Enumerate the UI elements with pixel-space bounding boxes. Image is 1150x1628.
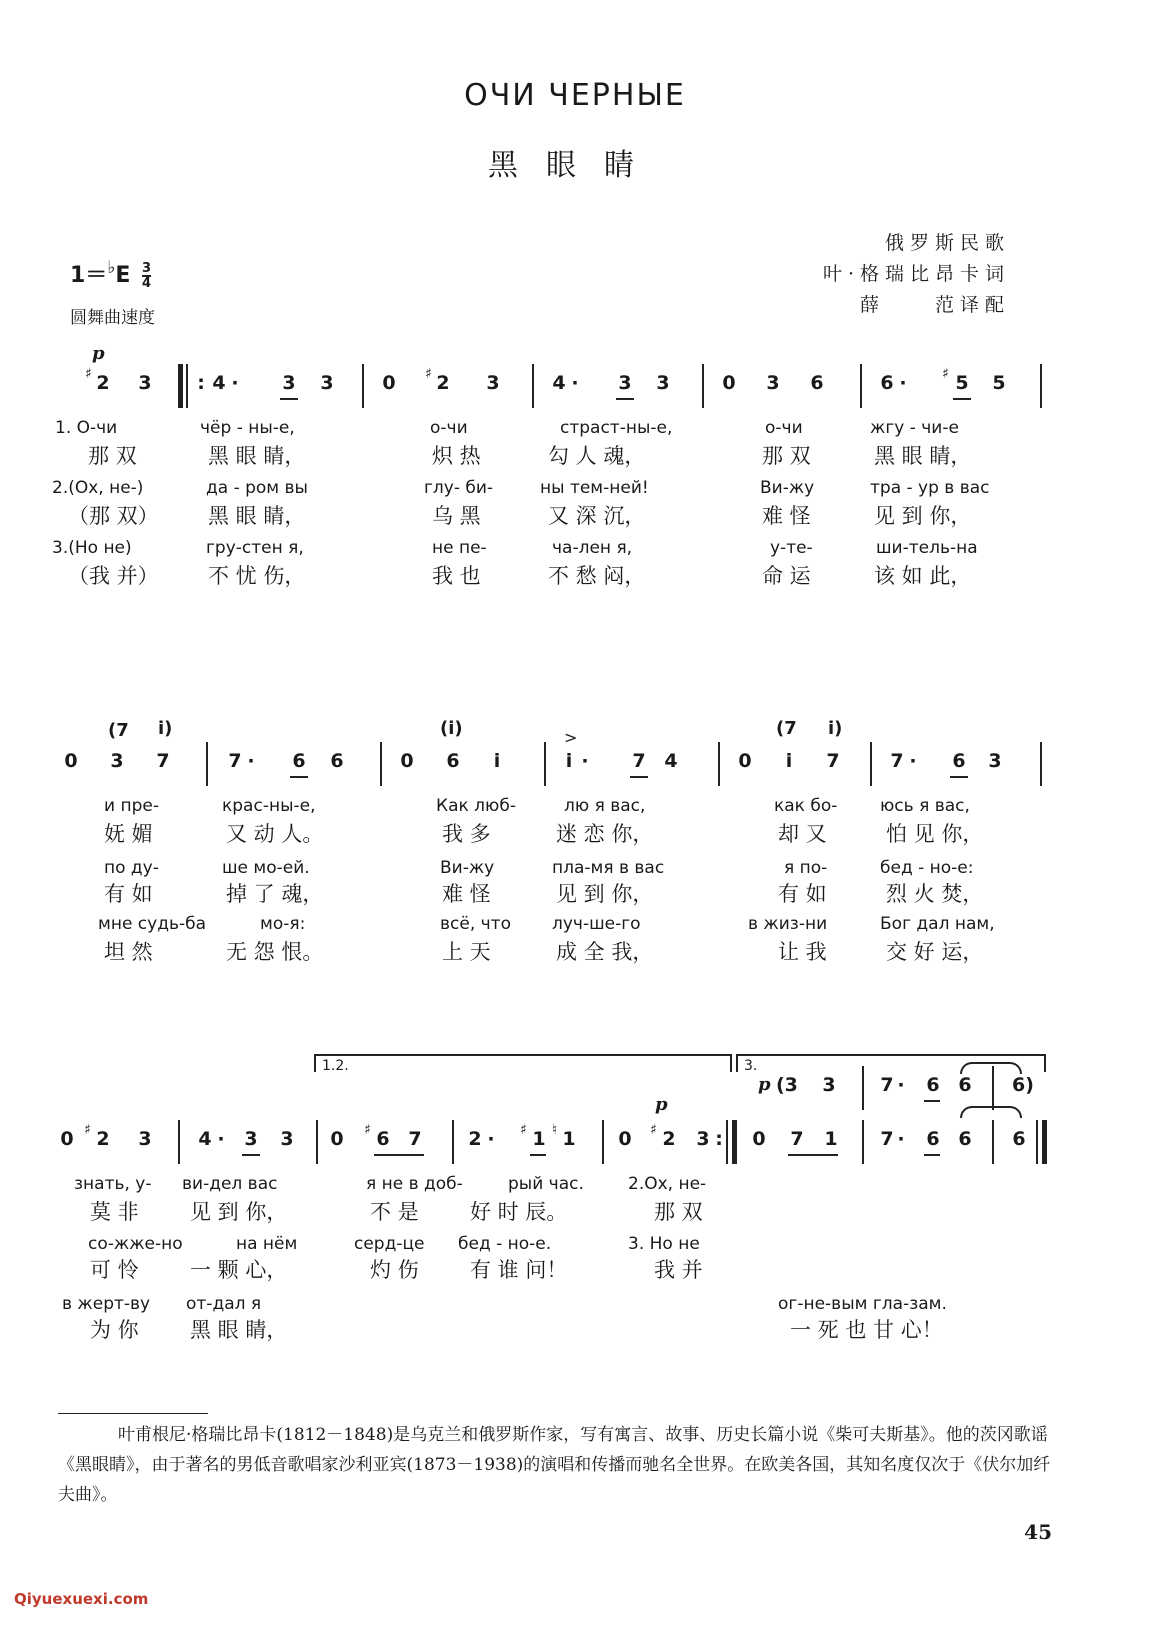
song-title-russian: ОЧИ ЧЕРНЫЕ <box>464 78 686 113</box>
credit-lyricist: 叶·格瑞比昂卡词 <box>822 263 1010 285</box>
notation-row-1: ♯ 2 3 : 4 · 3 3 0 ♯ 2 3 4 · 3 3 0 3 6 6 · ♯ 5 5 <box>0 372 1150 412</box>
time-signature: $\frac{3}{4}$ <box>142 261 152 291</box>
accent-mark: > <box>564 728 578 747</box>
alt-notes-3: (i) <box>440 718 463 739</box>
notation-row-3: 0 ♯ 2 3 4 · 3 3 0 ♯ 6 7 2 · ♯ 1 ♮ 1 0 ♯ 2 3 : 0 7 1 7 · 6 6 6 <box>0 1128 1150 1168</box>
dynamic-piano-2: p <box>655 1094 668 1115</box>
site-watermark: Qiyuexuexi.com <box>14 1590 149 1608</box>
volta-1-2: 1.2. <box>314 1054 732 1072</box>
song-title-chinese: 黑眼睛 <box>488 148 662 183</box>
alt-notes-2: i) <box>158 718 173 739</box>
alt-notes-4: (7 <box>776 718 797 739</box>
alt-notes-1: (7 <box>108 720 129 741</box>
key-signature: $1=^♭E \frac{3}{4}$ <box>70 258 152 291</box>
credit-translator: 薛 范译配 <box>859 294 1010 316</box>
tie-alt <box>960 1062 1022 1074</box>
tempo-marking: 圆舞曲速度 <box>70 308 155 328</box>
alt-notation-ending-3: (3 3 7 · 6 6 6) <box>0 1074 1150 1114</box>
dynamic-piano-alt: p <box>758 1074 771 1095</box>
alt-notes-5: i) <box>828 718 843 739</box>
credit-origin: 俄罗斯民歌 <box>884 232 1010 254</box>
dynamic-piano: p <box>92 343 105 364</box>
page-number: 45 <box>1024 1520 1052 1544</box>
tie-main <box>960 1106 1022 1118</box>
notation-row-2: 0 3 7 7 · 6 6 0 6 i i · 7 4 0 i 7 7 · 6 3 <box>0 750 1150 790</box>
volta-3: 3. <box>736 1054 1046 1072</box>
footnote-rule <box>58 1413 208 1414</box>
footnote-text: 叶甫根尼·格瑞比昂卡(1812－1848)是乌克兰和俄罗斯作家，写有寓言、故事、历史长篇小说《柴可夫斯基》。他的茨冈歌谣《黑眼睛》，由于著名的男低音歌唱家沙利亚宾(1873－1938)的演唱和传播而驰名全世界。在欧美各国，其知名度仅次于《伏尔加纤夫曲》。 <box>58 1425 1051 1505</box>
